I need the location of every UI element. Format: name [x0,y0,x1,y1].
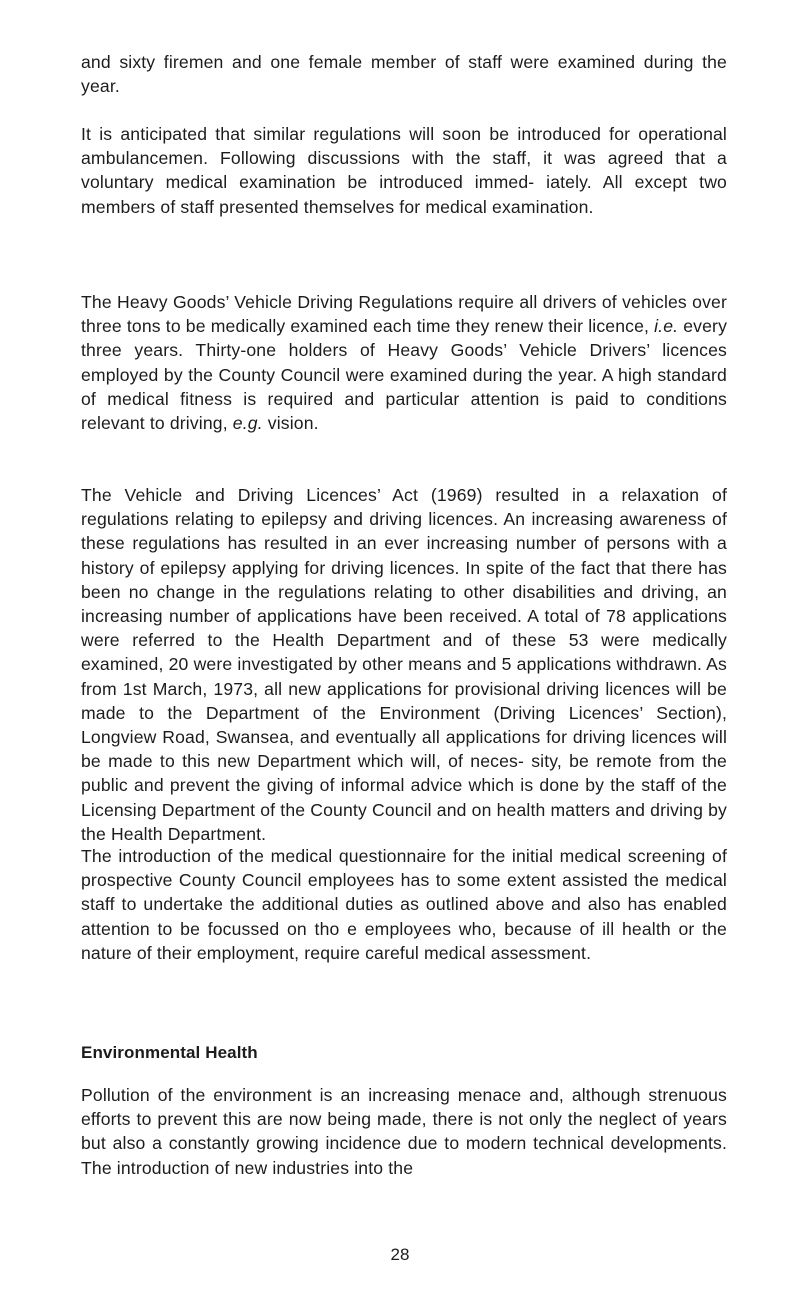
paragraph-text: The introduction of the medical questionnaire for the initial medical screening of prospective County Council employees has to some extent assisted the medical staff to undertake the additional duties as outlined above and also has enabled attention to be focussed on tho e employees who, because of ill health or the nature of their employment, require careful medical assessment. [81,846,727,963]
paragraph-text: The Heavy Goods’ Vehicle Driving Regulations require all drivers of vehicles over three tons to be medically examined each time they renew their licence, [81,292,727,337]
italic-abbreviation: e.g. [232,413,263,434]
paragraph-text: It is anticipated that similar regulations will soon be introduced for operational ambulancemen. Following discussions with the staff, it was agreed that a voluntary medical examination be introduced immed- iately. All except two members of staff presented themselves for medical examination. [81,124,727,217]
paragraph-text: Pollution of the environment is an increasing menace and, although strenuous efforts to prevent this are now being made, there is not only the neglect of years but also a constantly growing incidence due to modern technical developments. The introduction of new industries into the [81,1085,727,1178]
italic-abbreviation: i.e. [654,316,679,337]
page-number: 28 [390,1245,410,1264]
paragraph-firemen-examination [81,50,727,98]
paragraph-medical-questionnaire [81,844,727,965]
paragraph-ambulancemen-examination [81,122,727,219]
paragraph-heavy-goods-vehicle-regulations [81,290,727,435]
paragraph-text: The Vehicle and Driving Licences’ Act (1969) resulted in a relaxation of regulations relating to epilepsy and driving licences. An increasing awareness of these regulations has resulted in an ever increasing number of persons with a history of epilepsy applying for driving licences. In spite of the fact that there has been no change in the regulations relating to other disabilities and driving, an increasing number of applications have been received. A total of 78 applications were referred to the Health Department and of these 53 were medically examined, 20 were investigated by other means and 5 applications withdrawn. As from 1st March, 1973, all new applications for provisional driving licences will be made to the Department of the Environment (Driving Licences’ Section), Longview Road, Swansea, and eventually all applications for driving licences will be made to this new Department which will, of neces- sity, be remote from the public and prevent the giving of informal advice which is done by the staff of the Licensing Department of the County Council and on health matters and driving by the Health Department. [81,485,727,844]
paragraph-epilepsy-driving-licences [81,483,727,846]
paragraph-text: vision. [262,413,319,434]
paragraph-text: every three years. Thirty-one holders of Heavy Goods’ Vehicle Drivers’ licences employed by the County Council were examined during the year. A high standard of medical fitness is required and particular attention is paid to conditions relevant to driving, [81,316,728,434]
paragraph-pollution [81,1083,727,1180]
paragraph-text: and sixty firemen and one female member of staff were examined during the year. [81,52,727,97]
section-heading-environmental-health: Environmental Health [81,1043,258,1062]
